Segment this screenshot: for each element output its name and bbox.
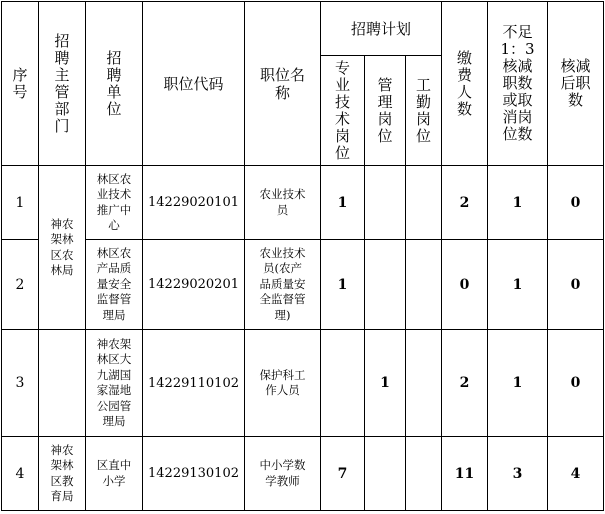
- cell-seq: 2: [2, 240, 39, 330]
- cell-position: 农业技术 员(农产 品质量安 全监督管 理): [245, 240, 321, 330]
- header-plan: 招聘计划: [321, 2, 442, 56]
- cell-shortfall: 1: [488, 166, 548, 240]
- cell-code: 14229020201: [143, 240, 245, 330]
- cell-seq: 1: [2, 166, 39, 240]
- cell-work: [406, 240, 442, 330]
- cell-unit: 林区农 业技术 推广中 心: [86, 166, 143, 240]
- cell-code: 14229110102: [143, 330, 245, 437]
- table-row: [2, 166, 604, 240]
- header-unit: 招 聘 单 位: [86, 2, 143, 166]
- cell-position: 农业技术 员: [245, 166, 321, 240]
- cell-position: 中小学数 学教师: [245, 437, 321, 511]
- cell-position: 保护科工 作人员: [245, 330, 321, 437]
- cell-paid: 2: [442, 330, 488, 437]
- cell-tech: 7: [321, 437, 365, 511]
- cell-work: [406, 437, 442, 511]
- cell-after: 0: [548, 166, 604, 240]
- table-row: [2, 437, 604, 511]
- cell-dept: 神农 架林 区农 林局: [39, 166, 86, 330]
- header-dept: 招 聘 主 管 部 门: [39, 2, 86, 166]
- cell-unit: 林区农 产品质 量安全 监督管 理局: [86, 240, 143, 330]
- cell-unit: 区直中 小学: [86, 437, 143, 511]
- header-paid: 缴 费 人 数: [442, 2, 488, 166]
- header-code: 职位代码: [143, 2, 245, 166]
- cell-paid: 11: [442, 437, 488, 511]
- header-plan-work: 工 勤 岗 位: [406, 56, 442, 166]
- cell-mgmt: [365, 240, 406, 330]
- header-row: [2, 2, 604, 56]
- header-position: 职位名 称: [245, 2, 321, 166]
- cell-after: 4: [548, 437, 604, 511]
- header-seq: 序 号: [2, 2, 39, 166]
- cell-after: 0: [548, 330, 604, 437]
- cell-code: 14229020101: [143, 166, 245, 240]
- cell-shortfall: 1: [488, 330, 548, 437]
- cell-paid: 2: [442, 166, 488, 240]
- cell-work: [406, 330, 442, 437]
- cell-dept: 神农 架林 区教 育局: [39, 437, 86, 511]
- header-plan-tech: 专 业 技 术 岗 位: [321, 56, 365, 166]
- cell-shortfall: 1: [488, 240, 548, 330]
- cell-work: [406, 166, 442, 240]
- cell-mgmt: [365, 437, 406, 511]
- cell-mgmt: [365, 166, 406, 240]
- cell-tech: 1: [321, 166, 365, 240]
- cell-seq: 3: [2, 330, 39, 437]
- cell-shortfall: 3: [488, 437, 548, 511]
- cell-tech: [321, 330, 365, 437]
- cell-after: 0: [548, 240, 604, 330]
- cell-tech: 1: [321, 240, 365, 330]
- header-plan-mgmt: 管 理 岗 位: [365, 56, 406, 166]
- cell-dept: [39, 330, 86, 437]
- cell-paid: 0: [442, 240, 488, 330]
- cell-seq: 4: [2, 437, 39, 511]
- cell-mgmt: 1: [365, 330, 406, 437]
- header-shortfall: 不足 1：3 核减 职数 或取 消岗 位数: [488, 2, 548, 166]
- cell-unit: 神农架 林区大 九湖国 家湿地 公园管 理局: [86, 330, 143, 437]
- recruitment-table: [1, 1, 604, 511]
- table-row: [2, 330, 604, 437]
- header-after: 核减 后职 数: [548, 2, 604, 166]
- table-row: [2, 240, 604, 330]
- cell-code: 14229130102: [143, 437, 245, 511]
